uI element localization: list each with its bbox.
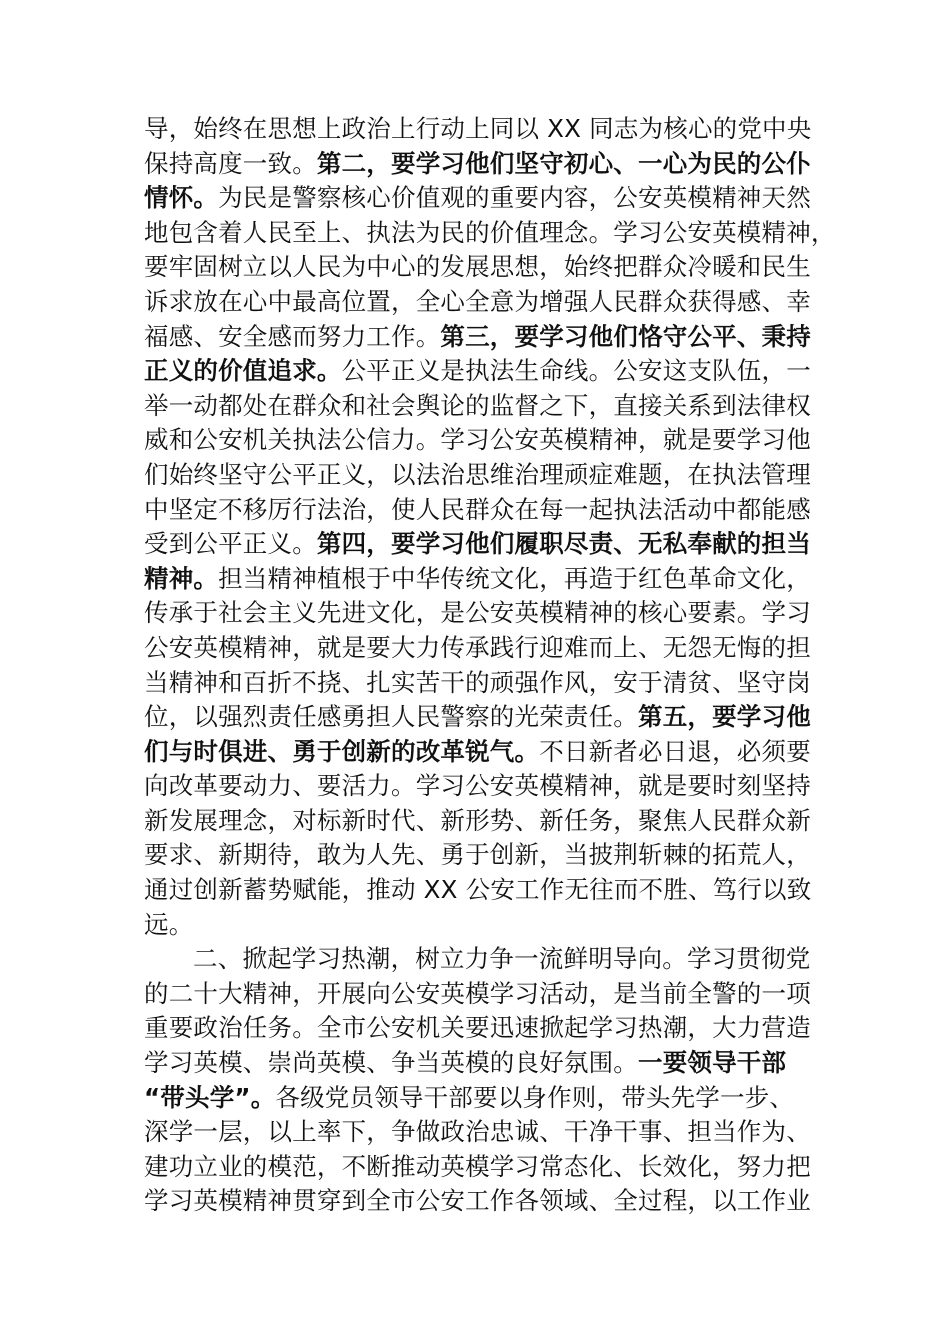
text-segment: 学习英模、崇尚英模、争当英模的良好氛围。: [144, 1048, 638, 1078]
text-line: [144, 285, 810, 320]
text-segment: 向改革要动力、要活力。学习公安英模精神，就是要时刻坚持: [144, 771, 811, 801]
text-segment: 当精神和百折不挠、扎实苦干的顽强作风，安于清贫、坚守岗: [144, 667, 811, 697]
text-line: [144, 389, 810, 424]
text-segment: 为民是警察核心价值观的重要内容，公安英模精神天然: [218, 183, 811, 213]
text-line: [144, 181, 810, 216]
bold-text-segment: 第五，要学习他: [638, 702, 811, 732]
text-segment: 福感、安全感而努力工作。: [144, 321, 441, 351]
text-line: [144, 493, 810, 528]
bold-text-segment: 第四，要学习他们履职尽责、无私奉献的担当: [316, 529, 811, 559]
bold-text-segment: 精神。: [144, 563, 219, 593]
text-line: [144, 873, 810, 908]
text-segment: 远。: [144, 909, 194, 939]
text-segment: 位，以强烈责任感勇担人民警察的光荣责任。: [144, 702, 638, 732]
text-segment: 深学一层，以上率下，争做政治忠诚、干净干事、担当作为、: [144, 1117, 811, 1147]
text-segment: 受到公平正义。: [144, 529, 317, 559]
text-line: [144, 250, 810, 285]
text-line: [144, 1150, 810, 1185]
text-line: [144, 838, 810, 873]
text-segment: 诉求放在心中最高位置，全心全意为增强人民群众获得感、幸: [144, 286, 811, 316]
bold-text-segment: “带头学”。: [144, 1082, 276, 1112]
text-segment: 担当精神植根于中华传统文化，再造于红色革命文化，: [218, 563, 811, 593]
text-segment: 威和公安机关执法公信力。学习公安英模精神，就是要学习他: [144, 425, 811, 455]
text-line: [144, 354, 810, 389]
text-segment: 要求、新期待，敢为人先、勇于创新，当披荆斩棘的拓荒人，: [144, 840, 811, 870]
text-line: [144, 562, 810, 597]
text-segment: 建功立业的模范，不断推动英模学习常态化、长效化，努力把: [144, 1151, 811, 1181]
bold-text-segment: 第二，要学习他们坚守初心、一心为民的公仆: [316, 148, 811, 178]
bold-text-segment: 们与时俱进、勇于创新的改革锐气。: [144, 736, 540, 766]
body-text: [144, 112, 836, 1219]
text-line: [144, 666, 810, 701]
text-segment: 通过创新蓄势赋能，推动 XX 公安工作无往而不胜、笃行以致: [144, 875, 812, 905]
text-line: [144, 216, 836, 251]
text-segment: 公平正义是执法生命线。公安这支队伍，一: [341, 356, 811, 386]
text-segment: 学习英模精神贯穿到全市公安工作各领域、全过程，以工作业: [144, 1186, 811, 1216]
text-segment: 要牢固树立以人民为中心的发展思想，始终把群众冷暖和民生: [144, 252, 811, 282]
text-segment: 们始终坚守公平正义，以法治思维治理顽症难题，在执法管理: [144, 459, 811, 489]
text-segment: 导，始终在思想上政治上行动上同以 XX 同志为核心的党中央: [144, 114, 812, 143]
text-segment: 举一动都处在群众和社会舆论的监督之下，直接关系到法律权: [144, 390, 811, 420]
text-line: [144, 631, 810, 666]
text-line: [144, 147, 810, 182]
text-segment: 保持高度一致。: [144, 148, 317, 178]
text-line: [144, 700, 810, 735]
bold-text-segment: 正义的价值追求。: [144, 356, 342, 386]
text-line: [144, 1115, 810, 1150]
text-line: [144, 735, 810, 770]
text-segment: 公安英模精神，就是要大力传承践行迎难而上、无怨无悔的担: [144, 632, 811, 662]
text-line: [144, 527, 810, 562]
text-segment: 传承于社会主义先进文化，是公安英模精神的核心要素。学习: [144, 598, 811, 628]
text-segment: 中坚定不移厉行法治，使人民群众在每一起执法活动中都能感: [144, 494, 811, 524]
text-segment: 的二十大精神，开展向公安英模学习活动，是当前全警的一项: [144, 978, 811, 1008]
text-segment: 重要政治任务。全市公安机关要迅速掀起学习热潮，大力营造: [144, 1013, 811, 1043]
text-line: [144, 320, 810, 355]
text-line: [144, 977, 810, 1012]
text-segment: 各级党员领导干部要以身作则，带头先学一步、: [275, 1082, 795, 1112]
text-segment: 新发展理念，对标新时代、新形势、新任务，聚焦人民群众新: [144, 805, 811, 835]
text-line: [144, 804, 810, 839]
text-segment: 地包含着人民至上、执法为民的价值理念。学习公安英模精神，: [144, 217, 836, 247]
bold-text-segment: 第三，要学习他们恪守公平、秉持: [440, 321, 811, 351]
text-line: [144, 458, 810, 493]
text-line: [144, 112, 810, 147]
text-segment: 二、掀起学习热潮，树立力争一流鲜明导向。学习贯彻党: [193, 944, 811, 974]
text-line: [144, 769, 810, 804]
text-line: [144, 942, 810, 977]
text-line: [144, 1081, 810, 1116]
text-line: [144, 423, 810, 458]
bold-text-segment: 一要领导干部: [638, 1048, 787, 1078]
text-line: [144, 596, 810, 631]
text-line: [144, 1011, 810, 1046]
text-segment: 不日新者必日退，必须要: [539, 736, 811, 766]
bold-text-segment: 情怀。: [144, 183, 219, 213]
text-line: [144, 1184, 810, 1219]
text-line: [144, 1046, 810, 1081]
text-line: [144, 908, 810, 943]
